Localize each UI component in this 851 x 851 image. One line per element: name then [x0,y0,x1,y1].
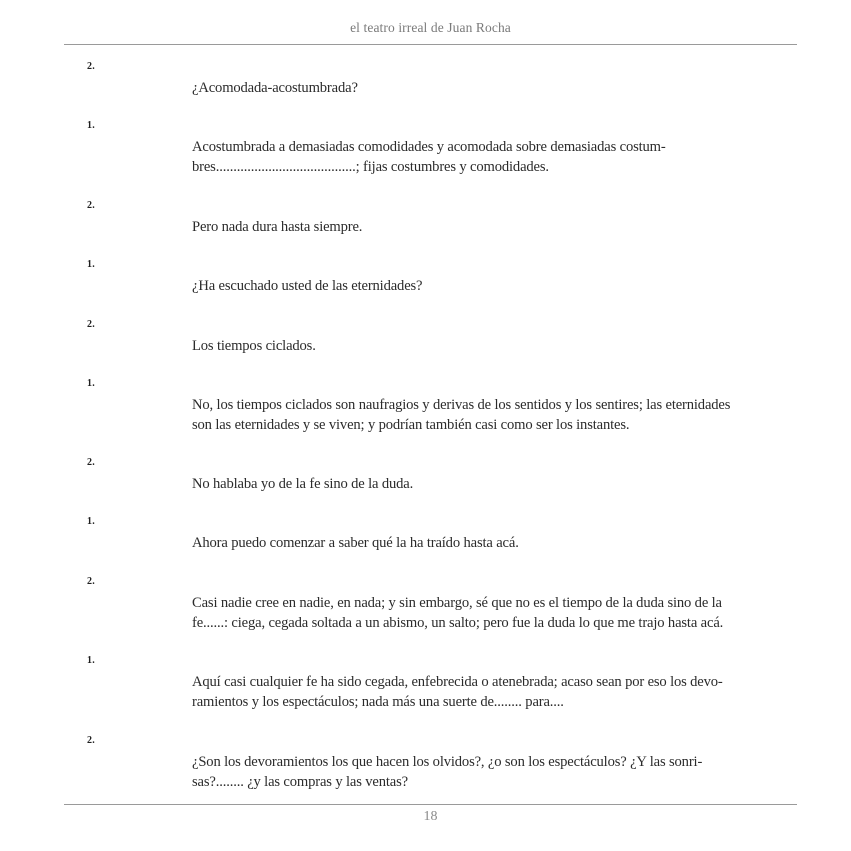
speech-line: No, los tiempos ciclados son naufragios y derivas de los sentidos y los sentires; las eternidades [192,397,731,413]
speech-line: bres........................................; fijas costumbres y comodidades. [192,158,549,175]
speech-line: Pero nada dura hasta siempre. [192,219,363,235]
speaker-label: 2. [87,200,96,211]
speech-text [192,138,802,177]
speech-text [192,594,802,633]
speaker-label: 2. [87,735,96,746]
page-number: 18 [423,809,438,824]
speech-line: ramientos y los espectáculos; nada más una suerte de........ para.... [192,693,564,710]
speech-line: Acostumbrada a demasiadas comodidades y acomodada sobre demasiadas costum- [192,139,666,155]
speaker-label: 2. [87,61,96,72]
speaker-label: 1. [87,516,96,527]
speech-line: sas?........ ¿y las compras y las ventas? [192,773,408,790]
speech-line: Casi nadie cree en nadie, en nada; y sin embargo, sé que no es el tiempo de la duda sino de la [192,595,722,611]
speech-text [192,753,802,792]
speaker-label: 2. [87,576,96,587]
speech-text [192,218,802,238]
footer-rule [64,804,797,805]
speaker-label: 2. [87,457,96,468]
speech-text [192,475,802,495]
speech-line: ¿Acomodada-acostumbrada? [192,80,358,96]
speech-text [192,673,802,712]
speech-line: Los tiempos ciclados. [192,338,316,354]
speech-text [192,79,802,99]
speech-line: Ahora puedo comenzar a saber qué la ha traído hasta acá. [192,535,519,551]
header-rule [64,44,797,45]
speaker-label: 1. [87,655,96,666]
speech-line: ¿Ha escuchado usted de las eternidades? [192,278,423,294]
speech-line: ¿Son los devoramientos los que hacen los olvidos?, ¿o son los espectáculos? ¿Y las sonri- [192,754,703,770]
speech-text [192,534,802,554]
speaker-label: 1. [87,120,96,131]
speaker-label: 1. [87,259,96,270]
speech-text [192,337,802,357]
speech-text [192,396,802,435]
speech-line: Aquí casi cualquier fe ha sido cegada, enfebrecida o atenebrada; acaso sean por eso los devo- [192,674,723,690]
speech-line: No hablaba yo de la fe sino de la duda. [192,476,414,492]
speech-line: son las eternidades y se viven; y podrían también casi como ser los instantes. [192,416,630,433]
running-head-title: el teatro irreal de Juan Rocha [350,20,511,35]
speaker-label: 2. [87,319,96,330]
speaker-label: 1. [87,378,96,389]
speech-text [192,277,802,297]
speech-line: fe......: ciega, cegada soltada a un abismo, un salto; pero fue la duda lo que me trajo hasta acá. [192,614,724,631]
